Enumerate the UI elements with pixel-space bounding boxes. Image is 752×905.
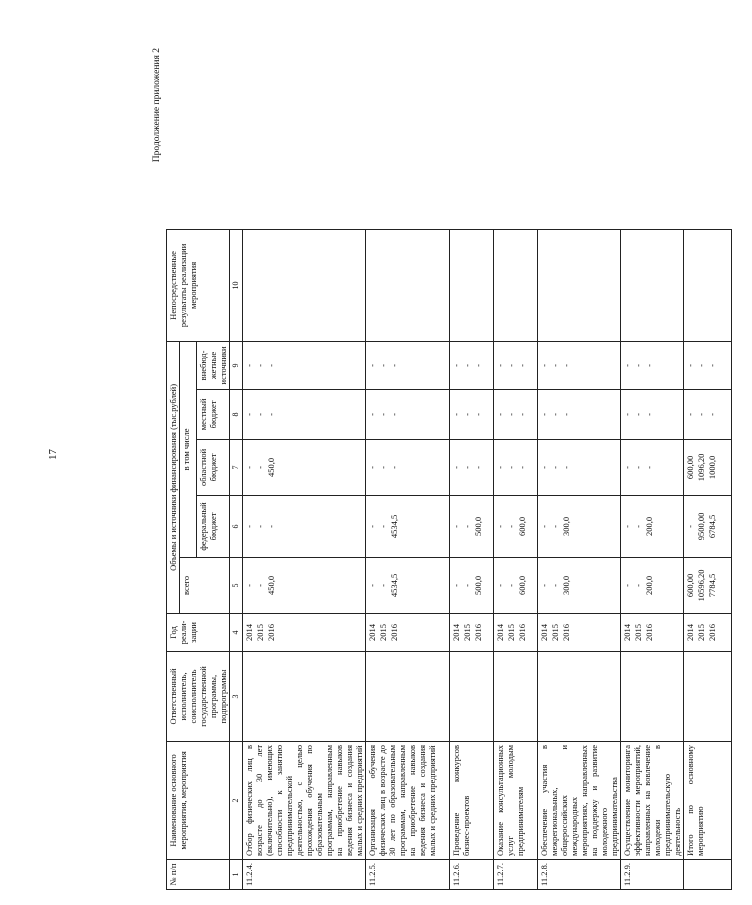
row-name: Обеспечение участия в межрегиональных, общероссийских и международных мероприятиях, направленных на поддержку и развитие молодежного предпринимательства (537, 741, 620, 859)
column-number: 10 (230, 229, 242, 341)
row-total-value: - (621, 584, 632, 587)
header-incl: в том числе (180, 341, 197, 557)
row-local (620, 389, 683, 439)
row-years (242, 613, 365, 651)
row-results (537, 229, 620, 341)
row-local-value: - (516, 413, 527, 416)
row-local-value: - (684, 413, 695, 416)
row-local (242, 389, 365, 439)
row-total-value: - (505, 584, 516, 587)
column-number: 5 (230, 557, 242, 613)
row-years-value: 2014 (450, 623, 461, 641)
row-local-value: - (706, 413, 717, 416)
row-total-value: - (538, 584, 549, 587)
row-local-value: - (695, 413, 706, 416)
row-executor (620, 651, 683, 741)
row-regional-value: - (450, 466, 461, 469)
row-results (449, 229, 493, 341)
row-federal-value: - (621, 525, 632, 528)
row-extra-value: - (254, 364, 265, 367)
row-results (242, 229, 365, 341)
header-year: Год реали-зации (167, 613, 230, 651)
table-row (683, 229, 731, 889)
row-total (242, 557, 365, 613)
table-row (449, 229, 493, 889)
row-extra-value: - (461, 364, 472, 367)
row-local-value: - (388, 413, 399, 416)
row-local-value: - (643, 413, 654, 416)
row-federal-value: 500,0 (472, 516, 483, 536)
row-total-value: 200,0 (643, 575, 654, 595)
row-years (365, 613, 449, 651)
row-number: 11.2.8. (537, 859, 620, 889)
row-regional (683, 439, 731, 495)
row-name: Оказание консультационных услуг молодым предпринимателям (493, 741, 537, 859)
row-extra-value: - (621, 364, 632, 367)
row-local-value: - (505, 413, 516, 416)
table-row (493, 229, 537, 889)
header-executor: Ответственный исполнитель, соисполнитель государственной программы, подпрограммы (167, 651, 230, 741)
row-federal-value: 4534,5 (388, 514, 399, 539)
row-total-value: 600,0 (516, 575, 527, 595)
row-extra-value: - (538, 364, 549, 367)
row-local-value: - (621, 413, 632, 416)
row-total-value: - (366, 584, 377, 587)
row-extra-value: - (377, 364, 388, 367)
row-number: 11.2.5. (365, 859, 449, 889)
row-regional-value: 600,00 (684, 455, 695, 480)
row-years-value: 2016 (516, 623, 527, 641)
row-federal (365, 495, 449, 557)
row-local-value: - (538, 413, 549, 416)
row-local-value: - (366, 413, 377, 416)
row-regional-value: - (560, 466, 571, 469)
row-years-value: 2016 (472, 623, 483, 641)
row-years-value: 2014 (243, 623, 254, 641)
row-years-value: 2016 (706, 623, 717, 641)
row-years-value: 2016 (560, 623, 571, 641)
table-row (242, 229, 365, 889)
column-number: 8 (230, 389, 242, 439)
row-extra-value: - (706, 364, 717, 367)
row-regional (449, 439, 493, 495)
row-results (683, 229, 731, 341)
row-executor (365, 651, 449, 741)
header-federal: федеральный бюджет (197, 495, 230, 557)
row-years (537, 613, 620, 651)
row-regional (365, 439, 449, 495)
row-extra-value: - (366, 364, 377, 367)
row-regional-value: - (461, 466, 472, 469)
row-extra-value: - (265, 364, 276, 367)
row-regional-value: - (516, 466, 527, 469)
row-years-value: 2014 (538, 623, 549, 641)
row-local (683, 389, 731, 439)
continuation-label: Продолжение приложения 2 (152, 48, 162, 163)
row-total (449, 557, 493, 613)
row-extra (537, 341, 620, 389)
row-federal-value: - (632, 525, 643, 528)
row-regional-value: - (538, 466, 549, 469)
row-results (365, 229, 449, 341)
row-extra (620, 341, 683, 389)
row-regional-value: - (505, 466, 516, 469)
row-years (620, 613, 683, 651)
row-executor (537, 651, 620, 741)
row-regional (242, 439, 365, 495)
row-years-value: 2015 (505, 623, 516, 641)
row-regional-value: - (494, 466, 505, 469)
row-extra-value: - (560, 364, 571, 367)
header-num: № п/п (167, 859, 230, 889)
row-years-value: 2014 (621, 623, 632, 641)
header-funding: Объемы и источники финансирования (тыс.рублей) (167, 341, 180, 613)
rotated-page (152, 30, 752, 890)
row-extra-value: - (494, 364, 505, 367)
row-regional-value: - (243, 466, 254, 469)
row-federal-value: - (243, 525, 254, 528)
row-years-value: 2014 (684, 623, 695, 641)
row-extra (449, 341, 493, 389)
row-number (683, 859, 731, 889)
row-regional (537, 439, 620, 495)
row-executor (493, 651, 537, 741)
row-number: 11.2.9. (620, 859, 683, 889)
row-local-value: - (450, 413, 461, 416)
row-extra-value: - (388, 364, 399, 367)
row-federal (620, 495, 683, 557)
row-regional-value: - (643, 466, 654, 469)
row-years-value: 2014 (366, 623, 377, 641)
row-years-value: 2016 (265, 623, 276, 641)
row-federal-value: - (505, 525, 516, 528)
row-regional-value: - (632, 466, 643, 469)
page-number: 17 (47, 449, 59, 460)
row-total (683, 557, 731, 613)
table-row (365, 229, 449, 889)
row-extra-value: - (505, 364, 516, 367)
header-total: всего (180, 557, 230, 613)
row-federal (242, 495, 365, 557)
row-total (620, 557, 683, 613)
column-number: 3 (230, 651, 242, 741)
column-number: 6 (230, 495, 242, 557)
row-federal (537, 495, 620, 557)
row-total-value: 4534,5 (388, 573, 399, 598)
row-years (683, 613, 731, 651)
row-local (493, 389, 537, 439)
row-name: Проведение конкурсов бизнес-проектов (449, 741, 493, 859)
row-number: 11.2.6. (449, 859, 493, 889)
row-total-value: - (450, 584, 461, 587)
row-federal (683, 495, 731, 557)
row-federal (493, 495, 537, 557)
row-federal-value: 6784,5 (706, 514, 717, 539)
row-local-value: - (549, 413, 560, 416)
row-executor (683, 651, 731, 741)
row-extra (493, 341, 537, 389)
row-federal-value: 300,0 (560, 516, 571, 536)
row-executor (242, 651, 365, 741)
row-local (365, 389, 449, 439)
row-federal (449, 495, 493, 557)
column-number: 1 (230, 859, 242, 889)
row-years-value: 2015 (461, 623, 472, 641)
row-regional-value: 450,0 (265, 457, 276, 477)
row-local-value: - (461, 413, 472, 416)
row-regional-value: - (388, 466, 399, 469)
row-name: Итого по основному мероприятию (683, 741, 731, 859)
row-number: 11.2.4. (242, 859, 365, 889)
row-local-value: - (632, 413, 643, 416)
row-federal-value: - (461, 525, 472, 528)
row-extra-value: - (516, 364, 527, 367)
row-total-value: - (632, 584, 643, 587)
column-numbers-row (230, 229, 242, 889)
row-results (620, 229, 683, 341)
row-federal-value: - (377, 525, 388, 528)
row-local-value: - (494, 413, 505, 416)
column-number: 4 (230, 613, 242, 651)
row-federal-value: 600,0 (516, 516, 527, 536)
row-regional-value: 1000,0 (706, 455, 717, 480)
row-federal-value: - (450, 525, 461, 528)
column-number: 7 (230, 439, 242, 495)
row-regional-value: - (549, 466, 560, 469)
header-regional: областной бюджет (197, 439, 230, 495)
row-extra-value: - (243, 364, 254, 367)
row-number: 11.2.7. (493, 859, 537, 889)
row-total-value: - (461, 584, 472, 587)
row-total-value: 600,00 (684, 573, 695, 598)
row-name: Осуществление мониторинга эффективности мероприятий, направленных на вовлечение молодежи в предпринимательскую деятельность (620, 741, 683, 859)
header-extra: внебюд-жетные источники (197, 341, 230, 389)
row-years-value: 2015 (377, 623, 388, 641)
row-local-value: - (472, 413, 483, 416)
row-regional-value: - (377, 466, 388, 469)
row-regional-value: - (254, 466, 265, 469)
row-total (537, 557, 620, 613)
row-total-value: 300,0 (560, 575, 571, 595)
row-years-value: 2015 (254, 623, 265, 641)
row-local-value: - (265, 413, 276, 416)
row-regional (620, 439, 683, 495)
table-row (537, 229, 620, 889)
row-regional-value: - (472, 466, 483, 469)
row-years-value: 2014 (494, 623, 505, 641)
row-years (493, 613, 537, 651)
row-local-value: - (254, 413, 265, 416)
row-years-value: 2016 (643, 623, 654, 641)
row-total-value: 500,0 (472, 575, 483, 595)
row-total-value: - (494, 584, 505, 587)
row-extra-value: - (695, 364, 706, 367)
row-local (449, 389, 493, 439)
row-total-value: - (243, 584, 254, 587)
row-local-value: - (560, 413, 571, 416)
row-extra-value: - (549, 364, 560, 367)
row-name: Отбор физических лиц в возрасте до 30 лет (включительно), имеющих способности к занятию предпринимательской деятельностью, с целью прохождения обучения по образовательным программам, направленным на приобретение навыков ведения бизнеса и создания малых и средних предприятий (242, 741, 365, 859)
row-federal-value: - (538, 525, 549, 528)
row-total-value: - (377, 584, 388, 587)
row-years (449, 613, 493, 651)
row-executor (449, 651, 493, 741)
row-federal-value: - (265, 525, 276, 528)
row-extra (242, 341, 365, 389)
row-extra-value: - (684, 364, 695, 367)
row-federal-value: - (684, 525, 695, 528)
row-local-value: - (243, 413, 254, 416)
row-federal-value: - (366, 525, 377, 528)
header-local: местный бюджет (197, 389, 230, 439)
row-total-value: 7784,5 (706, 573, 717, 598)
row-federal-value: 200,0 (643, 516, 654, 536)
row-federal-value: 9500,00 (695, 512, 706, 541)
row-years-value: 2016 (388, 623, 399, 641)
row-extra-value: - (632, 364, 643, 367)
funding-table (166, 229, 732, 890)
row-local-value: - (377, 413, 388, 416)
row-local (537, 389, 620, 439)
row-extra (683, 341, 731, 389)
row-regional-value: 1096,20 (695, 453, 706, 482)
row-extra-value: - (450, 364, 461, 367)
column-number: 2 (230, 741, 242, 859)
row-total-value: - (549, 584, 560, 587)
row-regional (493, 439, 537, 495)
row-years-value: 2015 (632, 623, 643, 641)
row-extra-value: - (643, 364, 654, 367)
header-name: Наименование основного мероприятия, мероприятия (167, 741, 230, 859)
table-row (620, 229, 683, 889)
row-federal-value: - (494, 525, 505, 528)
row-name: Организация обучения физических лиц в возрасте до 30 лет по образовательным программам, направленным на приобретение навыков ведения бизнеса и создания малых и средних предприятий (365, 741, 449, 859)
row-years-value: 2015 (549, 623, 560, 641)
column-number: 9 (230, 341, 242, 389)
row-total (365, 557, 449, 613)
row-years-value: 2015 (695, 623, 706, 641)
row-federal-value: - (549, 525, 560, 528)
row-total (493, 557, 537, 613)
row-extra (365, 341, 449, 389)
row-extra-value: - (472, 364, 483, 367)
row-federal-value: - (254, 525, 265, 528)
row-total-value: 10596,20 (695, 569, 706, 602)
header-results: Непосредственные результаты реализации мероприятия (167, 229, 230, 341)
row-total-value: - (254, 584, 265, 587)
row-total-value: 450,0 (265, 575, 276, 595)
row-regional-value: - (366, 466, 377, 469)
row-regional-value: - (621, 466, 632, 469)
row-results (493, 229, 537, 341)
